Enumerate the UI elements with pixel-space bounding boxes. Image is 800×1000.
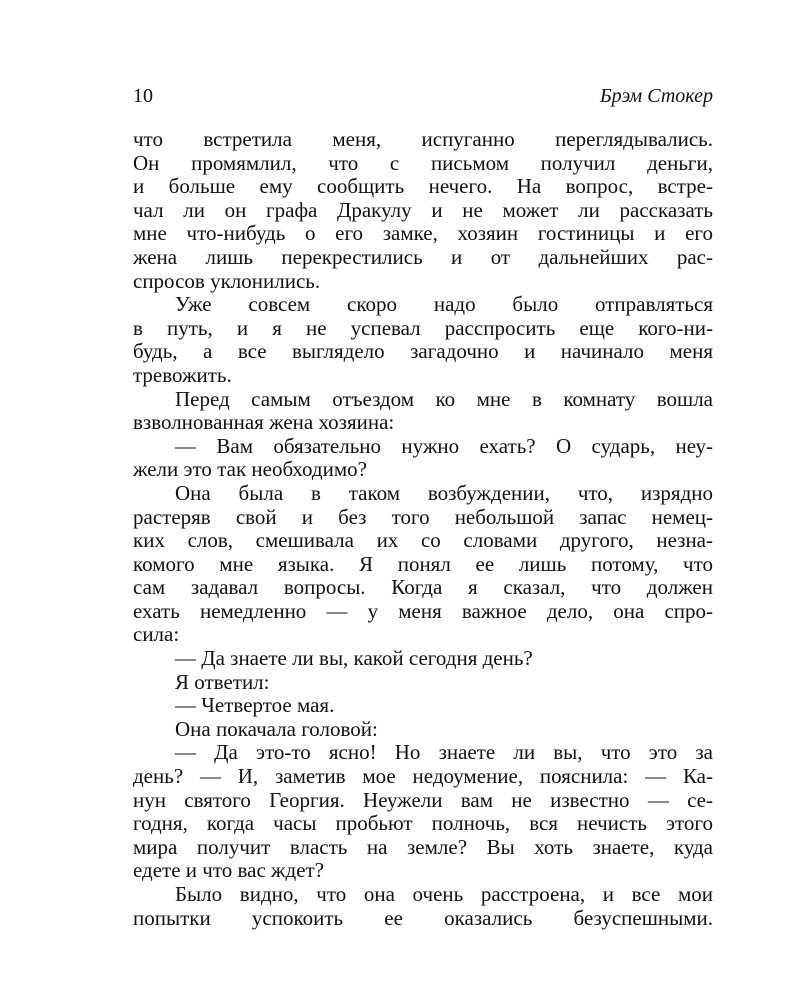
text-line: едете и что вас ждет?	[133, 859, 325, 883]
text-line: попытки успокоить ее оказались безуспешными.	[133, 906, 713, 930]
running-head-author: Брэм Стокер	[599, 85, 713, 107]
text-line: сила:	[133, 623, 180, 647]
page-header	[133, 82, 713, 110]
text-line: жели это так необходимо?	[133, 458, 367, 482]
text-line: будь, а все выглядело загадочно и начинало меня	[133, 340, 713, 364]
text-line: ких слов, смешивала их со словами другого, незна-	[133, 529, 713, 553]
text-line: Она покачала головой:	[175, 717, 378, 741]
text-line: и больше ему сообщить нечего. На вопрос, встре-	[133, 175, 713, 199]
page-number: 10	[133, 85, 153, 107]
text-line: Перед самым отъездом ко мне в комнату вошла	[175, 387, 713, 411]
text-line: Было видно, что она очень расстроена, и все мои	[175, 883, 713, 906]
text-line: Он промямлил, что с письмом получил деньги,	[133, 151, 713, 175]
text-line: нун святого Георгия. Неужели вам не известно — се-	[133, 788, 713, 812]
text-line: — Да знаете ли вы, какой сегодня день?	[175, 647, 533, 671]
text-line: Уже совсем скоро надо было отправляться	[175, 293, 713, 317]
body-text	[133, 128, 713, 930]
text-line: Я ответил:	[175, 670, 270, 694]
text-line: — Да это-то ясно! Но знаете ли вы, что это за	[175, 741, 713, 765]
text-line: ехать немедленно — у меня важное дело, она спро-	[133, 599, 713, 623]
text-line: жена лишь перекрестились и от дальнейших рас-	[133, 245, 713, 269]
text-line: растеряв свой и без того небольшой запас немец-	[133, 505, 713, 529]
text-line: Она была в таком возбуждении, что, изрядно	[175, 481, 713, 505]
text-line: сам задавал вопросы. Когда я сказал, что должен	[133, 576, 713, 600]
text-line: спросов уклонились.	[133, 269, 321, 293]
text-line: комого мне языка. Я понял ее лишь потому, что	[133, 552, 713, 576]
text-line: тревожить.	[133, 363, 232, 387]
text-line: день? — И, заметив мое недоумение, пояснила: — Ка-	[133, 765, 713, 789]
text-line: — Вам обязательно нужно ехать? О сударь, неу-	[175, 434, 713, 458]
text-line: что встретила меня, испуганно переглядывались.	[133, 128, 713, 151]
text-line: в путь, и я не успевал расспросить еще кого-ни-	[133, 316, 713, 340]
text-line: мира получит власть на земле? Вы хоть знаете, куда	[133, 835, 713, 859]
text-line: чал ли он графа Дракулу и не может ли рассказать	[133, 198, 713, 222]
text-line: взволнованная жена хозяина:	[133, 411, 395, 435]
text-line: мне что-нибудь о его замке, хозяин гостиницы и его	[133, 222, 713, 246]
text-line: — Четвертое мая.	[175, 694, 335, 718]
text-line: годня, когда часы пробьют полночь, вся нечисть этого	[133, 812, 713, 836]
